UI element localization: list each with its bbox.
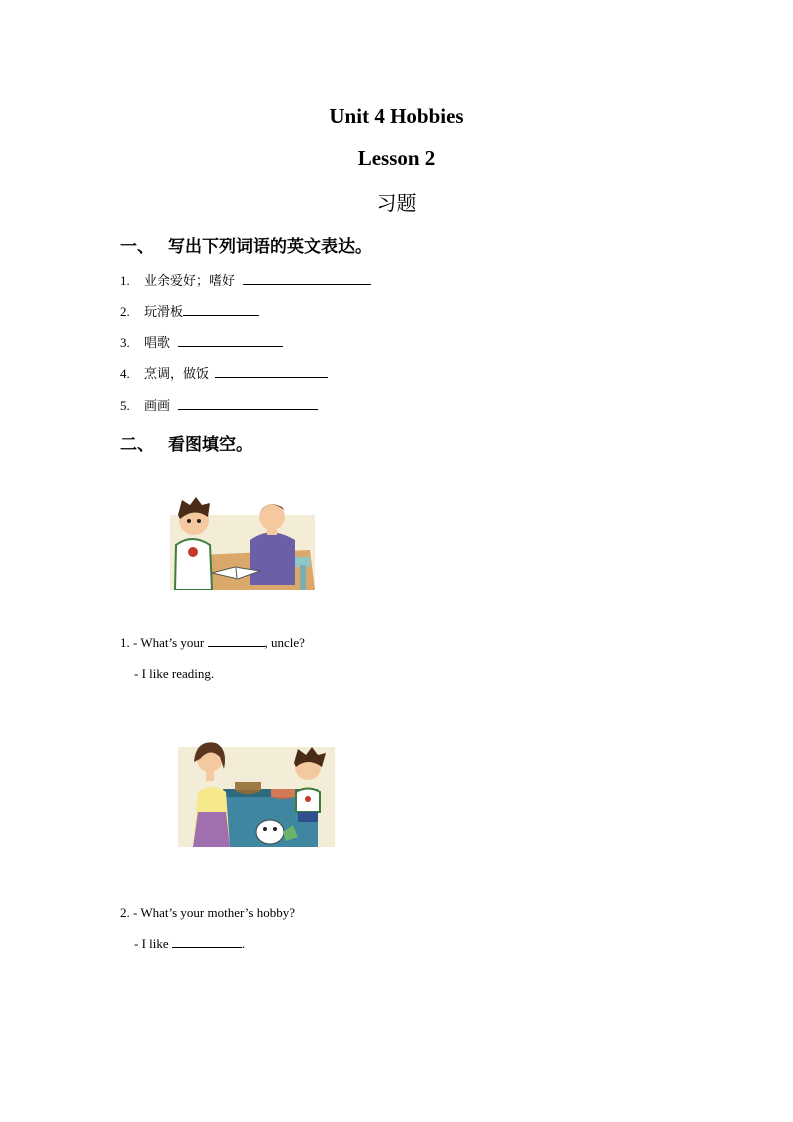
section-2-heading	[120, 430, 253, 455]
item-number: 4.	[120, 366, 130, 381]
section-1-number: 一、	[120, 237, 154, 257]
item-number: 2.	[120, 304, 130, 319]
list-item	[120, 301, 259, 320]
answer-blank[interactable]	[215, 365, 328, 378]
question-1-answer: - I like reading.	[134, 666, 215, 681]
question-1-suffix: , uncle?	[264, 635, 305, 650]
list-item	[120, 363, 328, 382]
item-term: 玩滑板	[144, 305, 184, 320]
section-2-number: 二、	[120, 435, 154, 455]
answer-blank[interactable]	[178, 397, 318, 410]
answer-blank[interactable]	[208, 635, 265, 647]
question-2-prefix: - I like	[134, 936, 172, 951]
question-1-prefix: 1. - What’s your	[120, 635, 208, 650]
item-term: 唱歌	[144, 336, 171, 351]
question-2: 2. - What’s your mother’s hobby?	[120, 905, 295, 920]
item-term: 画画	[144, 399, 171, 414]
section-2-title: 看图填空。	[168, 435, 253, 455]
exercise-label: 习题	[376, 191, 417, 215]
list-item	[120, 332, 283, 351]
answer-blank[interactable]	[172, 936, 242, 948]
cooking-illustration	[178, 737, 335, 847]
question-2-suffix: .	[241, 936, 246, 951]
reading-illustration	[170, 495, 315, 590]
lesson-title: Lesson 2	[357, 146, 436, 170]
item-number: 1.	[120, 273, 130, 288]
answer-blank[interactable]	[178, 334, 283, 347]
item-number: 5.	[120, 398, 130, 413]
section-1-heading	[120, 232, 372, 257]
item-number: 3.	[120, 335, 130, 350]
question-2-answer	[134, 936, 245, 952]
item-term: 业余爱好；嗜好	[144, 274, 236, 289]
answer-blank[interactable]	[243, 272, 371, 285]
answer-blank[interactable]	[183, 303, 259, 316]
item-term: 烹调，做饭	[144, 367, 210, 382]
list-item	[120, 270, 371, 289]
question-1	[120, 635, 305, 651]
page-title: Unit 4 Hobbies	[329, 104, 464, 128]
list-item	[120, 395, 318, 414]
section-1-title: 写出下列词语的英文表达。	[168, 237, 372, 257]
